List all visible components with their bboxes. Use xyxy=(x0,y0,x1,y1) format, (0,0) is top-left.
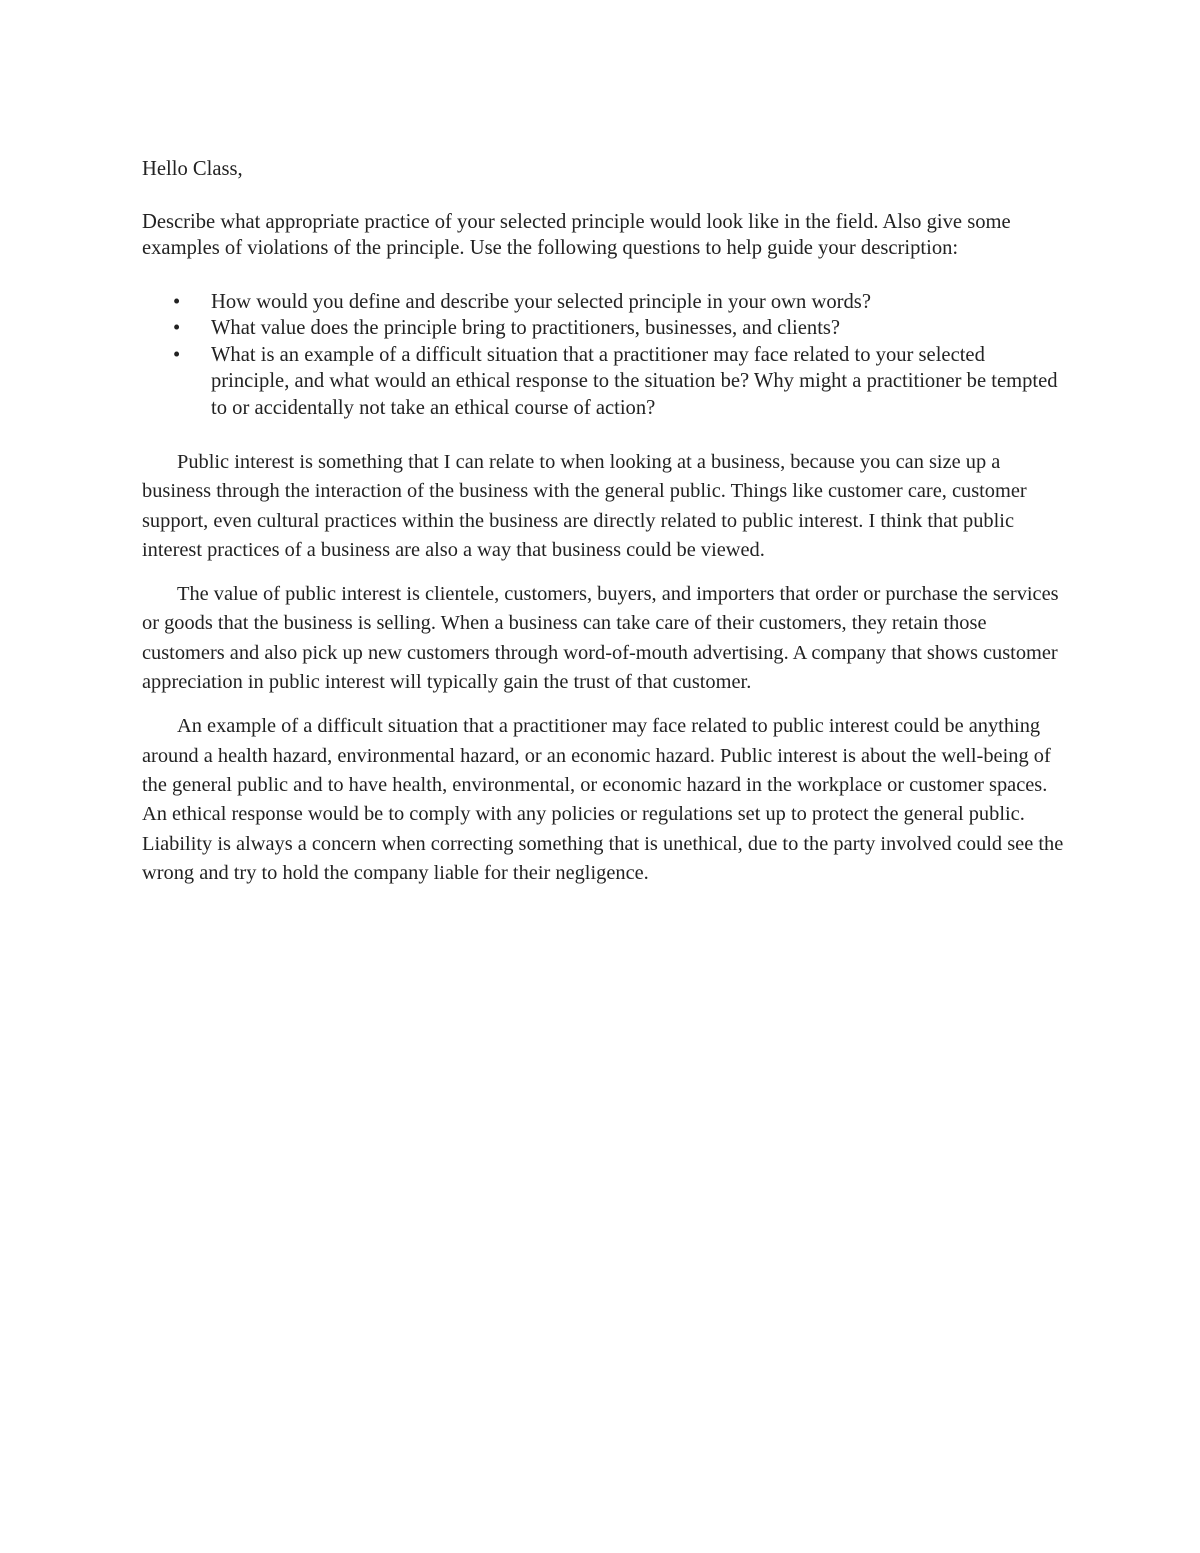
list-item xyxy=(142,289,1067,316)
answer-paragraph-definition: Public interest is something that I can relate to when looking at a business, because you can size up a business through the interaction of the business with the general public. Things like customer care, customer support, even cultural practices within the business are directly related to public interest. I think that public interest practices of a business are also a way that business could be viewed. xyxy=(142,451,1027,561)
bullet-icon: • xyxy=(173,343,181,366)
document-body xyxy=(142,156,1067,903)
greeting: Hello Class, xyxy=(142,158,243,180)
bullet-icon: • xyxy=(173,317,181,339)
list-item xyxy=(142,342,1067,422)
question-text: How would you define and describe your selected principle in your own words? xyxy=(211,290,871,313)
answer-paragraph-value: The value of public interest is clientele, customers, buyers, and importers that order or purchase the services or goods that the business is selling. When a business can take care of their customers, they retain those customers and also pick up new customers through word-of-mouth advertising. A company that shows customer appreciation in public interest will typically gain the trust of that customer. xyxy=(142,583,1059,694)
question-text: What value does the principle bring to practitioners, businesses, and clients? xyxy=(211,317,841,339)
assignment-prompt: Describe what appropriate practice of your selected principle would look like in the field. Also give some examples of violations of the principle. Use the following questions to help guide your description: xyxy=(142,210,1011,259)
question-text: What is an example of a difficult situation that a practitioner may face related to your selected principle, and what would an ethical response to the situation be? Why might a practitioner be tempted to or accidentally not take an ethical course of action? xyxy=(211,343,1058,419)
list-item xyxy=(142,315,1067,342)
question-list xyxy=(142,289,1067,422)
bullet-icon: • xyxy=(173,290,181,313)
answer-paragraph-example: An example of a difficult situation that a practitioner may face related to public interest could be anything around a health hazard, environmental hazard, or an economic hazard. Public interest is about the well-being of the general public and to have health, environmental, or economic hazard in the workplace or customer spaces. An ethical response would be to comply with any policies or regulations set up to protect the general public. Liability is always a concern when correcting something that is unethical, due to the party involved could see the wrong and try to hold the company liable for their negligence. xyxy=(142,715,1064,884)
